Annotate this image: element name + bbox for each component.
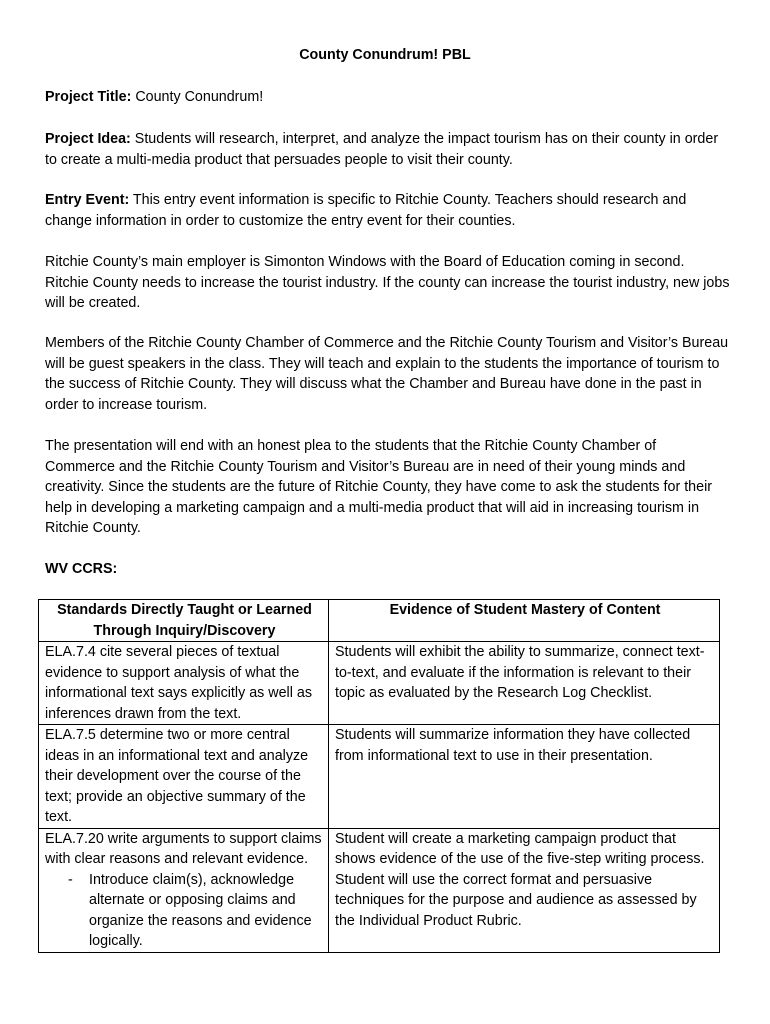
evidence-cell: Student will create a marketing campaign product that shows evidence of the use of the five-step writing process. Student will use the correct format and persuasive techniques for the purpose and audience as assessed by the Individual Product Rubric. (329, 828, 720, 952)
standard-text: ELA.7.20 write arguments to support claims with clear reasons and relevant evidence. (45, 830, 322, 867)
ccrs-heading: WV CCRS: (45, 561, 118, 577)
standards-table (38, 599, 720, 953)
project-idea-text: Students will research, interpret, and analyze the impact tourism has on their county in order to create a multi-media product that persuades people to visit their county. (45, 131, 719, 168)
entry-event-label: Entry Event: (45, 192, 130, 208)
table-row (39, 725, 720, 829)
entry-event-paragraph (45, 190, 730, 231)
standards-column-header: Standards Directly Taught or Learned Through Inquiry/Discovery (39, 600, 329, 642)
sub-item-list (45, 870, 324, 952)
table-row (39, 642, 720, 725)
standard-cell: ELA.7.5 determine two or more central ideas in an informational text and analyze their development over the course of the text; provide an objective summary of the text. (39, 725, 329, 829)
table-header-row (39, 600, 720, 642)
project-title-value: County Conundrum! (131, 89, 264, 105)
standard-cell: ELA.7.4 cite several pieces of textual evidence to support analysis of what the informational text says explicitly as well as inferences drawn from the text. (39, 642, 329, 725)
project-idea-label: Project Idea: (45, 131, 131, 147)
standard-cell (39, 828, 329, 952)
presentation-paragraph: The presentation will end with an honest plea to the students that the Ritchie County Chamber of Commerce and the Ritchie County Tourism and Visitor’s Bureau are in need of their young minds and creativity. Since the students are the future of Ritchie County, they have come to ask the students for their help in developing a marketing campaign and a multi-media product that will aid in increasing tourism in Ritchie County. (45, 438, 713, 536)
speakers-paragraph: Members of the Ritchie County Chamber of Commerce and the Ritchie County Tourism and Visitor’s Bureau will be guest speakers in the class. They will teach and explain to the students the importance of tourism to the success of Ritchie County. They will discuss what the Chamber and Bureau have done in the past in order to increase tourism. (45, 335, 729, 413)
project-idea-paragraph (45, 129, 730, 170)
evidence-cell: Students will summarize information they have collected from informational text to use in their presentation. (329, 725, 720, 829)
employer-paragraph: Ritchie County’s main employer is Simonton Windows with the Board of Education coming in second. Ritchie County needs to increase the tourist industry. If the county can increase the tourist industry, new jobs will be created. (45, 254, 730, 311)
table-row (39, 828, 720, 952)
list-item: - Introduce claim(s), acknowledge alternate or opposing claims and organize the reasons and evidence logically. (89, 870, 324, 952)
evidence-column-header: Evidence of Student Mastery of Content (329, 600, 720, 642)
document-title: County Conundrum! PBL (299, 47, 471, 63)
evidence-cell: Students will exhibit the ability to summarize, connect text-to-text, and evaluate if the information is relevant to their topic as evaluated by the Research Log Checklist. (329, 642, 720, 725)
project-title-line (45, 87, 730, 108)
project-title-label: Project Title: (45, 89, 132, 105)
entry-event-text: This entry event information is specific to Ritchie County. Teachers should research and change information in order to customize the entry event for their counties. (45, 192, 687, 229)
